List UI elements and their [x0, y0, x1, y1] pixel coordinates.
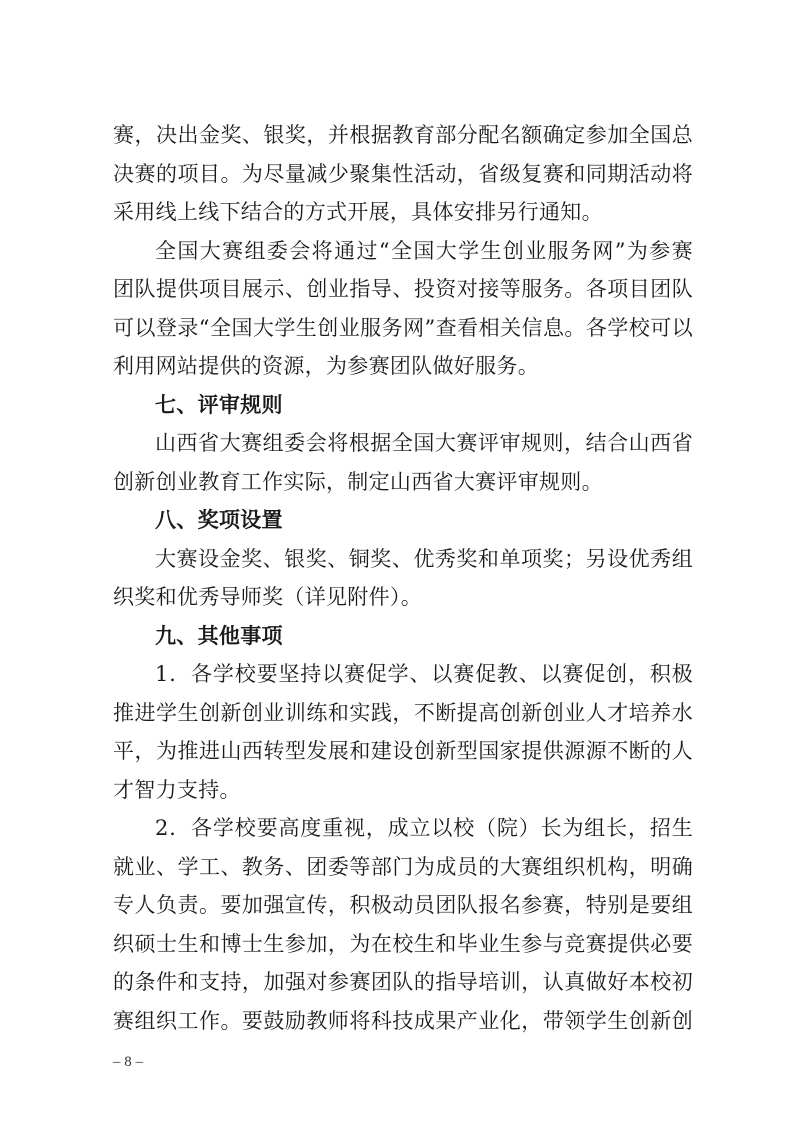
- section-heading-awards: 八、奖项设置: [155, 508, 283, 532]
- paragraph-line: 山西省大赛组委会将根据全国大赛评审规则，结合山西省: [155, 431, 693, 455]
- paragraph-line: 织硕士生和博士生参加，为在校生和毕业生参与竞赛提供必要: [113, 932, 693, 956]
- paragraph-line: 专人负责。要加强宣传，积极动员团队报名参赛，特别是要组: [113, 893, 693, 917]
- paragraph-line: 平，为推进山西转型发展和建设创新型国家提供源源不断的人: [113, 739, 693, 763]
- paragraph-line: 利用网站提供的资源，为参赛团队做好服务。: [113, 354, 539, 378]
- paragraph-line: 赛，决出金奖、银奖，并根据教育部分配名额确定参加全国总: [113, 123, 693, 147]
- paragraph-line: 织奖和优秀导师奖（详见附件）。: [113, 585, 422, 609]
- paragraph-line: 1．各学校要坚持以赛促学、以赛促教、以赛促创，积极: [155, 662, 693, 686]
- paragraph-line: 决赛的项目。为尽量减少聚集性活动，省级复赛和同期活动将: [113, 162, 693, 186]
- paragraph-line: 推进学生创新创业训练和实践，不断提高创新创业人才培养水: [113, 701, 693, 725]
- paragraph-line: 2．各学校要高度重视，成立以校（院）长为组长，招生: [155, 816, 693, 840]
- paragraph-line: 才智力支持。: [113, 778, 241, 802]
- section-heading-review-rules: 七、评审规则: [155, 393, 283, 417]
- paragraph-line: 可以登录“全国大学生创业服务网”查看相关信息。各学校可以: [113, 316, 693, 340]
- paragraph-line: 赛组织工作。要鼓励教师将科技成果产业化，带领学生创新创: [113, 1009, 693, 1033]
- paragraph-line: 大赛设金奖、银奖、铜奖、优秀奖和单项奖；另设优秀组: [155, 547, 693, 571]
- paragraph-line: 创新创业教育工作实际，制定山西省大赛评审规则。: [113, 470, 603, 494]
- section-heading-other-matters: 九、其他事项: [155, 624, 283, 648]
- page-number: – 8 –: [113, 1054, 143, 1070]
- paragraph-line: 就业、学工、教务、团委等部门为成员的大赛组织机构，明确: [113, 855, 693, 879]
- paragraph-line: 团队提供项目展示、创业指导、投资对接等服务。各项目团队: [113, 277, 693, 301]
- paragraph-line: 的条件和支持，加强对参赛团队的指导培训，认真做好本校初: [113, 970, 693, 994]
- paragraph-line: 采用线上线下结合的方式开展，具体安排另行通知。: [113, 200, 603, 224]
- paragraph-line: 全国大赛组委会将通过“全国大学生创业服务网”为参赛: [155, 239, 693, 263]
